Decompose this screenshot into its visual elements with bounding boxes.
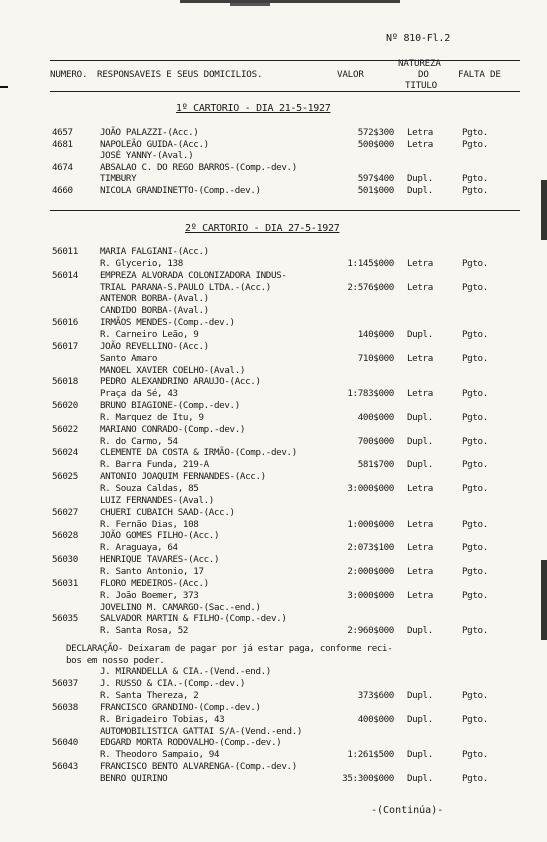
- row-falta: Pgto.: [462, 459, 488, 471]
- page-reference: Nº 810-Fl.2: [386, 33, 451, 44]
- row-responsible: J. RUSSO & CIA.-(Comp.-dev.): [100, 677, 246, 689]
- table-row: [0, 726, 547, 738]
- row-number: 56017: [52, 340, 78, 352]
- declaracao-line-2: bos em nosso poder.: [66, 655, 165, 666]
- row-value: 1:000$000: [347, 518, 394, 530]
- table-row: [0, 578, 547, 590]
- header-top-rule: [50, 60, 520, 61]
- row-responsible: FLORO MEDEIROS-(Acc.): [100, 577, 209, 589]
- table-row: [0, 173, 547, 185]
- table-row: [0, 613, 547, 625]
- row-nature: Letra: [407, 257, 433, 269]
- table-row: [0, 459, 547, 471]
- row-nature: Letra: [407, 388, 433, 400]
- row-nature: Letra: [407, 352, 433, 364]
- table-row: [0, 495, 547, 507]
- row-responsible: J. MIRANDELLA & CIA.-(Vend.-end.): [100, 666, 271, 677]
- table-row: [0, 737, 547, 749]
- row-responsible: MARIA FALGIANI-(Acc.): [100, 246, 209, 257]
- row-number: 56025: [52, 471, 78, 483]
- table-row: [0, 554, 547, 566]
- table-row: [0, 329, 547, 341]
- table-row: [0, 185, 547, 197]
- row-nature: Dupl.: [407, 773, 433, 785]
- table-row: [0, 388, 547, 400]
- table-row: [0, 690, 547, 702]
- row-number: 4657: [52, 127, 73, 138]
- row-value: 400$000: [357, 411, 394, 423]
- row-number: 56031: [52, 577, 78, 589]
- row-falta: Pgto.: [462, 127, 488, 138]
- table-row: [0, 353, 547, 365]
- table-row: [0, 246, 547, 258]
- row-falta: Pgto.: [462, 518, 488, 530]
- row-responsible: R. Araguaya, 64: [100, 542, 178, 554]
- table-row: [0, 714, 547, 726]
- row-nature: Letra: [407, 518, 433, 530]
- row-number: 56037: [52, 677, 78, 689]
- row-responsible: IRMÃOS MENDES-(Comp.-dev.): [100, 317, 235, 329]
- row-value: 373$600: [357, 689, 394, 701]
- row-responsible: BRUNO BIAGIONE-(Comp.-dev.): [100, 400, 240, 412]
- row-responsible: EMPREZA ALVORADA COLONIZADORA INDUS-: [100, 269, 287, 281]
- table-row: [0, 436, 547, 448]
- table-row: [0, 566, 547, 578]
- row-value: 597$400: [357, 173, 394, 185]
- row-value: 1:261$500: [347, 749, 394, 761]
- row-number: 56043: [52, 761, 78, 773]
- table-row: [0, 400, 547, 412]
- row-value: 400$000: [357, 713, 394, 725]
- table-row: [0, 773, 547, 785]
- row-nature: Dupl.: [407, 713, 433, 725]
- scan-mark: [230, 3, 270, 6]
- row-responsible: JOÃO PALAZZI-(Acc.): [100, 127, 199, 138]
- row-responsible: PEDRO ALEXANDRINO ARAUJO-(Acc.): [100, 376, 261, 388]
- row-responsible: ANTENOR BORBA-(Aval.): [100, 293, 209, 305]
- row-falta: Pgto.: [462, 589, 488, 601]
- row-responsible: TRIAL PARANA-S.PAULO LTDA.-(Acc.): [100, 281, 271, 293]
- table-row: [0, 127, 547, 139]
- row-number: 56035: [52, 613, 78, 625]
- row-number: 56038: [52, 701, 78, 713]
- row-responsible: R. Glycerio, 138: [100, 257, 183, 269]
- col-numero: NUMERO.: [50, 69, 88, 80]
- row-falta: Pgto.: [462, 411, 488, 423]
- row-value: 710$000: [357, 352, 394, 364]
- table-row: [0, 282, 547, 294]
- row-responsible: R. Souza Caldas, 85: [100, 483, 199, 494]
- row-number: 56027: [52, 506, 78, 518]
- table-row: [0, 341, 547, 353]
- row-nature: Dupl.: [407, 749, 433, 761]
- table-row: [0, 412, 547, 424]
- row-responsible: NAPOLEÃO GUIDA-(Acc.): [100, 138, 209, 150]
- row-nature: Letra: [407, 565, 433, 577]
- header-bottom-rule: [50, 91, 520, 92]
- table-row: [0, 447, 547, 459]
- row-number: 56011: [52, 246, 78, 257]
- row-falta: Pgto.: [462, 328, 488, 340]
- table-row: [0, 483, 547, 495]
- scan-mark: [180, 0, 400, 3]
- row-value: 2:073$100: [347, 542, 394, 554]
- row-responsible: R. Santa Thereza, 2: [100, 689, 199, 701]
- table-row: [0, 542, 547, 554]
- row-responsible: R. Fernão Dias, 108: [100, 518, 199, 530]
- row-value: 3:000$000: [347, 483, 394, 494]
- table-row: [0, 625, 547, 637]
- table-row: [0, 317, 547, 329]
- continua-footer: -(Continúa)-: [371, 805, 444, 816]
- row-number: 56028: [52, 530, 78, 542]
- row-falta: Pgto.: [462, 483, 488, 494]
- row-nature: Dupl.: [407, 689, 433, 701]
- row-responsible: HENRIQUE TAVARES-(Acc.): [100, 554, 220, 566]
- col-responsaveis: RESPONSAVEIS E SEUS DOMICILIOS.: [97, 69, 263, 80]
- row-responsible: JOVELINO M. CAMARGO-(Sac.-end.): [100, 601, 261, 613]
- table-row: [0, 590, 547, 602]
- row-falta: Pgto.: [462, 565, 488, 577]
- row-falta: Pgto.: [462, 173, 488, 185]
- row-responsible: JOÃO GOMES FILHO-(Acc.): [100, 530, 220, 542]
- row-falta: Pgto.: [462, 138, 488, 150]
- row-value: 140$000: [357, 328, 394, 340]
- table-row: [0, 258, 547, 270]
- row-number: 56022: [52, 423, 78, 435]
- row-number: 4660: [52, 185, 73, 196]
- row-responsible: BENRO QUIRINO: [100, 773, 168, 785]
- row-responsible: R. Barra Funda, 219-A: [100, 459, 209, 471]
- table-row: [0, 749, 547, 761]
- row-nature: Dupl.: [407, 411, 433, 423]
- row-value: 1:145$000: [347, 257, 394, 269]
- table-row: [0, 270, 547, 282]
- row-responsible: MARIANO CONRADO-(Comp.-dev.): [100, 423, 246, 435]
- row-nature: Dupl.: [407, 173, 433, 185]
- table-row: [0, 139, 547, 151]
- row-nature: Dupl.: [407, 459, 433, 471]
- row-value: 500$000: [357, 138, 394, 150]
- row-nature: Dupl.: [407, 435, 433, 447]
- row-responsible: JOÃO REVELLINO-(Acc.): [100, 340, 209, 352]
- table-row: [0, 305, 547, 317]
- row-falta: Pgto.: [462, 388, 488, 400]
- row-responsible: TIMBURY: [100, 173, 137, 185]
- row-responsible: FRANCISCO GRANDINO-(Comp.-dev.): [100, 701, 261, 713]
- table-row: [0, 365, 547, 377]
- row-responsible: FRANCISCO BENTO ALVARENGA-(Comp.-dev.): [100, 761, 297, 773]
- row-responsible: JOSÉ YANNY-(Aval.): [100, 150, 194, 162]
- table-row: [0, 666, 547, 678]
- row-value: 501$000: [357, 185, 394, 196]
- row-nature: Letra: [407, 483, 433, 494]
- row-responsible: R. Santo Antonio, 17: [100, 565, 204, 577]
- row-number: 56020: [52, 400, 78, 412]
- table-row: [0, 376, 547, 388]
- row-falta: Pgto.: [462, 749, 488, 761]
- table-row: [0, 162, 547, 174]
- table-row: [0, 530, 547, 542]
- table-row: [0, 293, 547, 305]
- table-row: [0, 602, 547, 614]
- section-2-title: 2º CARTORIO - DIA 27-5-1927: [185, 223, 340, 234]
- row-responsible: CANDIDO BORBA-(Aval.): [100, 305, 209, 317]
- row-responsible: CHUERI CUBAICH SAAD-(Acc.): [100, 506, 235, 518]
- row-number: 56014: [52, 269, 78, 281]
- row-number: 56016: [52, 317, 78, 329]
- row-value: 581$700: [357, 459, 394, 471]
- row-responsible: R. Theodoro Sampaio, 94: [100, 749, 220, 761]
- row-responsible: Praça da Sé, 43: [100, 388, 178, 400]
- row-falta: Pgto.: [462, 773, 488, 785]
- row-number: 56018: [52, 376, 78, 388]
- table-row: [0, 150, 547, 162]
- row-nature: Letra: [407, 281, 433, 293]
- row-falta: Pgto.: [462, 542, 488, 554]
- row-value: 2:000$000: [347, 565, 394, 577]
- row-responsible: R. Marquez de Itu, 9: [100, 411, 204, 423]
- row-value: 2:576$000: [347, 281, 394, 293]
- section-1-rule: [50, 210, 520, 211]
- row-nature: Dupl.: [407, 625, 433, 637]
- col-natureza-1: NATUREZA: [398, 58, 441, 69]
- row-nature: Letra: [407, 138, 433, 150]
- table-row: [0, 471, 547, 483]
- row-responsible: R. João Boemer, 373: [100, 589, 199, 601]
- row-responsible: ABSALAO C. DO REGO BARROS-(Comp.-dev.): [100, 161, 297, 173]
- row-value: 572$300: [357, 127, 394, 138]
- col-natureza-2: DO: [418, 69, 429, 80]
- row-value: 1:783$000: [347, 388, 394, 400]
- row-responsible: EDGARD MORTA RODOVALHO-(Comp.-dev.): [100, 737, 282, 749]
- row-number: 56024: [52, 447, 78, 459]
- row-falta: Pgto.: [462, 435, 488, 447]
- row-falta: Pgto.: [462, 625, 488, 637]
- row-responsible: Santo Amaro: [100, 352, 157, 364]
- row-responsible: LUIZ FERNANDES-(Aval.): [100, 494, 214, 506]
- row-falta: Pgto.: [462, 281, 488, 293]
- row-value: 35:300$000: [342, 773, 394, 785]
- row-responsible: ANTONIO JOAQUIM FERNANDES-(Acc.): [100, 471, 266, 483]
- row-nature: Dupl.: [407, 185, 433, 196]
- table-row: [0, 424, 547, 436]
- row-falta: Pgto.: [462, 713, 488, 725]
- row-responsible: SALVADOR MARTIN & FILHO-(Comp.-dev.): [100, 613, 287, 625]
- table-row: [0, 507, 547, 519]
- table-row: [0, 678, 547, 690]
- row-nature: Dupl.: [407, 328, 433, 340]
- row-responsible: AUTOMOBILISTICA GATTAI S/A-(Vend.-end.): [100, 725, 303, 737]
- row-number: 56030: [52, 554, 78, 566]
- row-responsible: R. do Carmo, 54: [100, 435, 178, 447]
- row-number: 4674: [52, 161, 73, 173]
- row-number: 4681: [52, 138, 73, 150]
- row-value: 2:960$000: [347, 625, 394, 637]
- row-number: 56040: [52, 737, 78, 749]
- row-responsible: MANOEL XAVIER COELHO-(Aval.): [100, 364, 246, 376]
- row-value: 3:000$000: [347, 589, 394, 601]
- section-1-title: 1º CARTORIO - DIA 21-5-1927: [176, 103, 331, 114]
- row-falta: Pgto.: [462, 689, 488, 701]
- row-responsible: R. Brigadeiro Tobias, 43: [100, 713, 225, 725]
- col-valor: VALOR: [337, 69, 364, 80]
- row-nature: Letra: [407, 589, 433, 601]
- row-falta: Pgto.: [462, 185, 488, 196]
- row-responsible: NICOLA GRANDINETTO-(Comp.-dev.): [100, 185, 261, 196]
- row-nature: Letra: [407, 542, 433, 554]
- declaracao-line-1: DECLARAÇÃO- Deixaram de pagar por já estar paga, conforme reci-: [66, 643, 393, 654]
- row-responsible: R. Santa Rosa, 52: [100, 625, 189, 637]
- row-falta: Pgto.: [462, 352, 488, 364]
- table-row: [0, 761, 547, 773]
- table-row: [0, 702, 547, 714]
- row-falta: Pgto.: [462, 257, 488, 269]
- col-natureza-3: TITULO: [405, 80, 437, 91]
- scan-mark: [0, 86, 8, 88]
- col-falta: FALTA DE: [458, 69, 501, 80]
- row-nature: Letra: [407, 127, 433, 138]
- table-row: [0, 519, 547, 531]
- row-value: 700$000: [357, 435, 394, 447]
- row-responsible: CLEMENTE DA COSTA & IRMÃO-(Comp.-dev.): [100, 447, 297, 459]
- row-responsible: R. Carneiro Leão, 9: [100, 328, 199, 340]
